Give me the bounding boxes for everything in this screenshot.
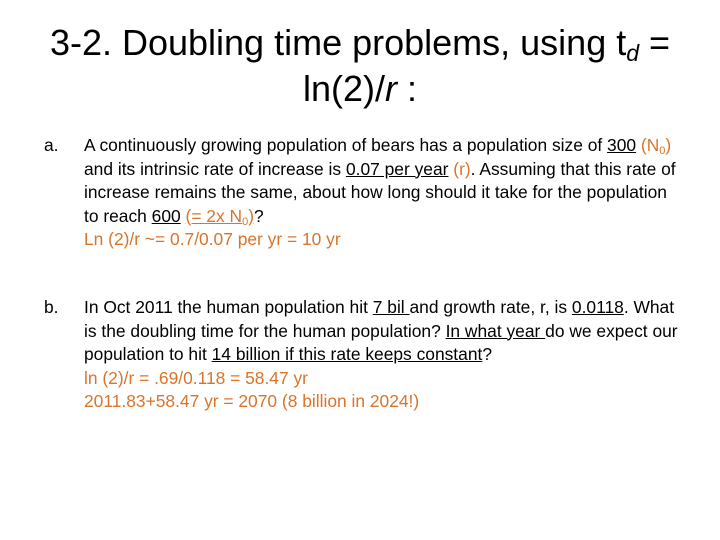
problem-a (44, 134, 684, 264)
title-text: 3-2. Doubling time problems, using t (49, 22, 627, 63)
double-close: ) (248, 205, 254, 226)
text-segment: and growth rate, r, is (409, 297, 572, 317)
text-segment: do we expect our population to hit (84, 320, 678, 364)
problem-b-marker: b. (44, 297, 59, 317)
text-segment: In Oct 2011 the human population hit (84, 297, 373, 317)
text-segment: . What is the doubling time for the human population? (84, 297, 675, 341)
human-growth-rate: 0.0118 (571, 297, 624, 317)
double-text: (= 2x N (185, 205, 243, 226)
title-equals: = (639, 22, 671, 63)
problem-a-answer: Ln (2)/r ~= 0.7/0.07 per yr = 10 yr (84, 229, 341, 249)
slide-title (20, 20, 700, 112)
n0-subscript: 0 (659, 145, 666, 157)
target-population: 14 billion if this rate keeps constant (211, 344, 483, 364)
title-colon: : (397, 68, 418, 109)
problem-a-marker: a. (44, 135, 59, 155)
title-formula: ln(2)/ (302, 68, 385, 109)
problem-b-answer-1: ln (2)/r = .69/0.118 = 58.47 yr (84, 367, 308, 388)
title-subscript: d (626, 40, 640, 66)
text-segment: ? (482, 344, 492, 364)
r-label: (r) (453, 158, 471, 179)
growth-rate: 0.07 per year (345, 158, 449, 179)
target-population: 600 (151, 205, 181, 226)
problem-a-text (84, 134, 684, 252)
initial-population: 300 (607, 135, 637, 155)
double-expression (186, 206, 254, 226)
text-segment: A continuously growing population of bears has a population size of (84, 135, 608, 155)
title-formula-r: r (385, 68, 397, 109)
text-segment: . Assuming that this rate of increase remains the same, about how long should it take for the population to reach (84, 158, 676, 226)
problem-b-text (84, 296, 684, 414)
question-year: In what year (445, 320, 546, 341)
problem-b-answer-2: 2011.83+58.47 yr = 2070 (8 billion in 2024!) (84, 391, 420, 411)
n0-close: ) (665, 135, 672, 155)
n0-label (641, 135, 671, 155)
double-subscript: 0 (242, 215, 249, 228)
n0-text: (N (640, 135, 660, 155)
text-segment: ? (254, 205, 264, 226)
problem-b (44, 296, 684, 476)
human-population: 7 bil (372, 297, 410, 317)
text-segment: and its intrinsic rate of increase is (84, 158, 346, 179)
